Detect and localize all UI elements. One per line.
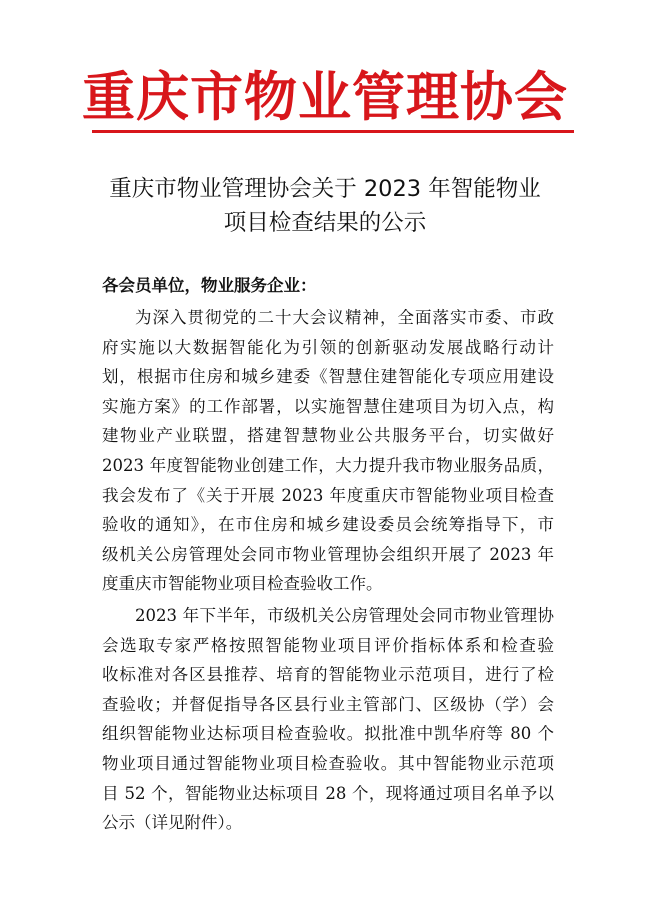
paragraph-line: 划，根据市住房和城乡建委《智慧住建智能化专项应用建设 [102,367,554,387]
letterhead-org-name: 重庆市物业管理协会 [82,66,568,128]
paragraph-line: 验收的通知》，在市住房和城乡建设委员会统筹指导下，市 [102,515,554,535]
paragraph-1 [102,303,554,599]
paragraph-line: 2023 年下半年，市级机关公房管理处会同市物业管理协 [135,605,554,625]
paragraph-line: 我会发布了《关于开展 2023 年度重庆市智能物业项目检查 [102,485,554,505]
paragraph-line: 物业项目通过智能物业项目检查验收。其中智能物业示范项 [102,753,554,773]
body-text [102,303,554,838]
paragraph-line: 级机关公房管理处会同市物业管理协会组织开展了 2023 年 [102,544,554,564]
paragraph-line: 查验收；并督促指导各区县行业主管部门、区级协（学）会 [102,694,554,714]
document-title-line-2: 项目检查结果的公示 [223,210,427,236]
paragraph-line: 公示（详见附件）。 [102,813,243,833]
paragraph-line: 目 52 个，智能物业达标项目 28 个，现将通过项目名单予以 [102,783,554,803]
paragraph-line: 2023 年度智能物业创建工作，大力提升我市物业服务品质， [102,455,554,475]
paragraph-line: 组织智能物业达标项目检查验收。拟批准中凯华府等 80 个 [102,724,554,744]
paragraph-line: 会选取专家严格按照智能物业项目评价指标体系和检查验 [102,635,554,655]
paragraph-line: 建物业产业联盟，搭建智慧物业公共服务平台，切实做好 [102,426,554,446]
paragraph-line: 度重庆市智能物业项目检查验收工作。 [102,574,383,594]
salutation: 各会员单位，物业服务企业： [102,276,317,295]
paragraph-line: 府实施以大数据智能化为引领的创新驱动发展战略行动计 [102,337,554,357]
letterhead-red-rule [92,130,574,133]
paragraph-line: 收标准对各区县推荐、培育的智能物业示范项目，进行了检 [102,665,554,685]
paragraph-line: 实施方案》的工作部署，以实施智慧住建项目为切入点，构 [102,396,554,416]
document-title [0,172,650,240]
paragraph-line: 为深入贯彻党的二十大会议精神，全面落实市委、市政 [135,308,554,327]
document-title-line-1: 重庆市物业管理协会关于 2023 年智能物业 [109,176,541,202]
paragraph-2 [102,601,554,838]
